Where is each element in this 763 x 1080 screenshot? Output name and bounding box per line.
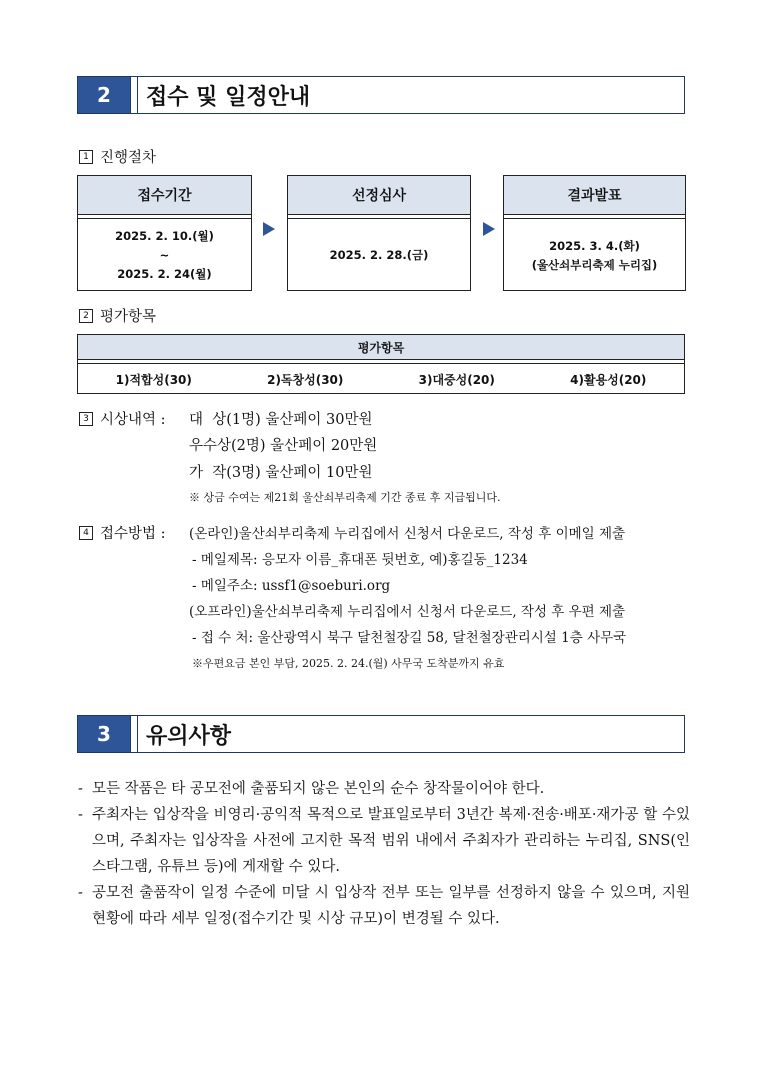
step-location: (울산쇠부리축제 누리집) <box>531 257 658 272</box>
notice-text: 주최자는 입상작을 비영리·공익적 목적으로 발표일로부터 3년간 복제·전송·배포·재가공 할 수있으며, 주최자는 입상작을 사전에 고지한 목적 범위 내에서 주최자가 관리하는 누리집, SNS(인스타그램, 유튜브 등)에 게재할 수 있다. <box>92 807 690 875</box>
evaluation-table <box>77 334 685 394</box>
submission-address: - 접 수 처: 울산광역시 북구 달천철장길 58, 달천철장관리시설 1층 사무국 <box>192 630 627 646</box>
bullet-dash: - <box>78 885 83 901</box>
mail-subject: - 메일제목: 응모자 이름_휴대폰 뒷번호, 예)홍길동_1234 <box>192 552 528 568</box>
header-divider <box>130 716 137 752</box>
step-body <box>78 219 251 292</box>
procedure-heading <box>79 146 156 167</box>
header-divider <box>130 77 137 113</box>
bullet-dash: - <box>78 807 83 823</box>
notice-list <box>78 776 690 932</box>
submission-label: 접수방법 : <box>100 526 166 542</box>
section-number: 3 <box>78 716 130 752</box>
step-date: 2025. 2. 10.(월) <box>115 229 214 243</box>
notice-text: 공모전 출품작이 일정 수준에 미달 시 입상작 전부 또는 일부를 선정하지 않을 수 있으며, 지원 현황에 따라 세부 일정(접수기간 및 시상 규모)이 변경될 수 있다. <box>92 885 690 927</box>
section-2-header <box>77 76 685 114</box>
award-row: 우수상(2명) 울산페이 20만원 <box>189 438 378 454</box>
list-item <box>78 776 690 802</box>
boxed-number: 4 <box>79 526 93 540</box>
step-box-application <box>77 175 252 291</box>
awards-heading <box>79 408 166 429</box>
step-title: 선정심사 <box>288 176 470 214</box>
mail-address: - 메일주소: ussf1@soeburi.org <box>192 578 391 594</box>
step-box-announcement <box>503 175 686 291</box>
step-body <box>504 219 685 292</box>
step-title: 접수기간 <box>78 176 251 214</box>
evaluation-heading <box>79 305 156 326</box>
bullet-dash: - <box>78 781 83 797</box>
boxed-number: 3 <box>79 412 93 426</box>
evaluation-item: 3)대중성(20) <box>418 373 495 387</box>
section-title: 유의사항 <box>137 716 684 752</box>
boxed-number: 1 <box>79 150 93 164</box>
step-date: 2025. 2. 28.(금) <box>329 248 429 262</box>
arrow-right-icon <box>263 222 275 236</box>
awards-label: 시상내역 : <box>100 412 166 428</box>
submission-offline: (오프라인)울산쇠부리축제 누리집에서 신청서 다운로드, 작성 후 우편 제출 <box>189 604 626 620</box>
table-row <box>78 364 684 395</box>
evaluation-item: 2)독창성(30) <box>267 373 344 387</box>
evaluation-item: 1)적합성(30) <box>115 373 192 387</box>
notice-text: 모든 작품은 타 공모전에 출품되지 않은 본인의 순수 창작물이어야 한다. <box>92 781 545 797</box>
evaluation-item: 4)활용성(20) <box>570 373 647 387</box>
table-header: 평가항목 <box>78 335 684 359</box>
step-title: 결과발표 <box>504 176 685 214</box>
boxed-number: 2 <box>79 309 93 323</box>
submission-online: (온라인)울산쇠부리축제 누리집에서 신청서 다운로드, 작성 후 이메일 제출 <box>189 526 626 542</box>
step-date: 2025. 2. 24(월) <box>117 267 212 281</box>
list-item <box>78 802 690 880</box>
step-box-review <box>287 175 471 291</box>
step-date: ~ <box>159 248 170 262</box>
postal-note: ※우편요금 본인 부담, 2025. 2. 24.(월) 사무국 도착분까지 유효 <box>192 657 505 670</box>
section-number: 2 <box>78 77 130 113</box>
award-row: 가 작(3명) 울산페이 10만원 <box>189 465 373 481</box>
section-3-header <box>77 715 685 753</box>
list-item <box>78 880 690 932</box>
procedure-label: 진행절차 <box>100 150 157 166</box>
award-row: 대 상(1명) 울산페이 30만원 <box>189 412 373 428</box>
step-date: 2025. 3. 4.(화) <box>549 238 640 253</box>
section-title: 접수 및 일정안내 <box>137 77 684 113</box>
evaluation-label: 평가항목 <box>100 309 157 325</box>
awards-note: ※ 상금 수여는 제21회 울산쇠부리축제 기간 종료 후 지급됩니다. <box>189 491 501 504</box>
step-body <box>288 219 470 292</box>
submission-heading <box>79 522 166 543</box>
arrow-right-icon <box>483 222 495 236</box>
